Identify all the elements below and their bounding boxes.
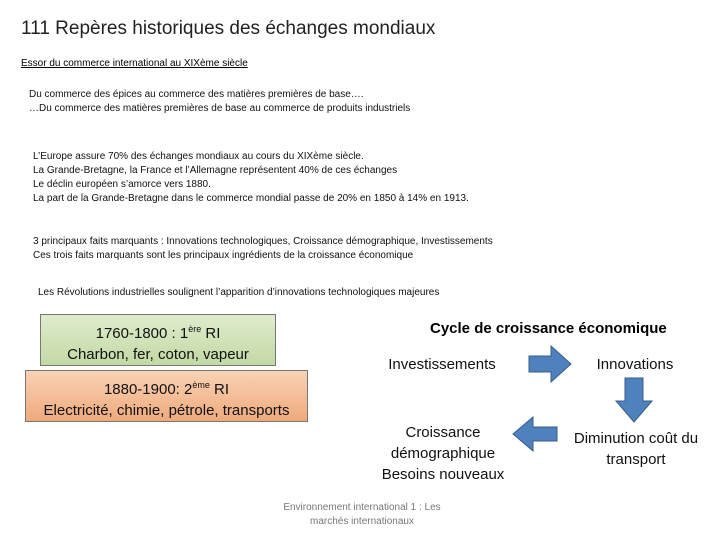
arrow-right-icon: [528, 345, 572, 383]
intro-line: …Du commerce des matières premières de base au commerce de produits industriels: [29, 103, 411, 114]
revolutions-line: Les Révolutions industrielles soulignent l’apparition d’innovations technologiques majeures: [38, 287, 440, 298]
page-title: 111 Repères historiques des échanges mondiaux: [21, 18, 436, 39]
cycle-investissements: Investissements: [388, 356, 496, 373]
section-subtitle: Essor du commerce international au XIXème siècle: [21, 58, 248, 69]
first-ri-desc: Charbon, fer, coton, vapeur: [67, 346, 249, 363]
second-ri-desc: Electricité, chimie, pétrole, transports: [43, 402, 290, 419]
facts-line: 3 principaux faits marquants : Innovations technologiques, Croissance démographique, Investissements: [33, 236, 493, 247]
cycle-innovations: Innovations: [596, 356, 674, 373]
europe-block: [33, 150, 469, 206]
cycle-title: Cycle de croissance économique: [430, 320, 667, 337]
second-ri-box: [25, 370, 308, 422]
europe-line: La Grande-Bretagne, la France et l’Allemagne représentent 40% de ces échanges: [33, 165, 398, 176]
europe-line: La part de la Grande-Bretagne dans le commerce mondial passe de 20% en 1850 à 14% en 1913.: [33, 193, 469, 204]
facts-block: [33, 235, 493, 263]
first-ri-period: 1760-1800 : 1ère RI: [95, 324, 221, 342]
footer: Environnement international 1 : Les marchés internationaux: [283, 502, 441, 527]
cycle-croissance: Croissance démographique Besoins nouveaux: [381, 424, 505, 483]
intro-line: Du commerce des épices au commerce des matières premières de base….: [29, 89, 364, 100]
arrow-down-icon: [615, 377, 653, 423]
cycle-diminution: Diminution coût du transport: [573, 430, 699, 468]
second-ri-period: 1880-1900: 2ème RI: [103, 380, 230, 398]
intro-block: [29, 88, 410, 116]
europe-line: L’Europe assure 70% des échanges mondiaux au cours du XIXème siècle.: [33, 151, 364, 162]
first-ri-box: [40, 314, 276, 366]
facts-line: Ces trois faits marquants sont les principaux ingrédients de la croissance économique: [33, 250, 414, 261]
arrow-left-icon: [512, 416, 558, 452]
europe-line: Le déclin européen s’amorce vers 1880.: [33, 179, 211, 190]
